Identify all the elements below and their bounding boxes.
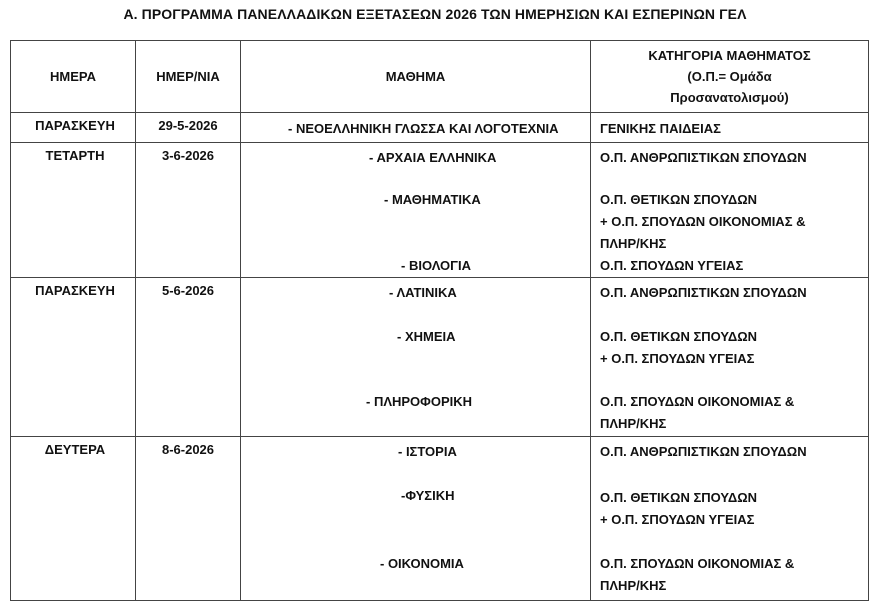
category-line: Ο.Π. ΣΠΟΥΔΩΝ ΟΙΚΟΝΟΜΙΑΣ & [600,394,795,409]
subject-item: - ΑΡΧΑΙΑ ΕΛΛΗΝΙΚΑ [369,150,497,165]
category-line: ΠΛΗΡ/ΚΗΣ [600,578,667,593]
subject-item: - ΜΑΘΗΜΑΤΙΚΑ [384,192,481,207]
category-cell [591,278,869,437]
subject-item: - ΠΛΗΡΟΦΟΡΙΚΗ [366,394,473,409]
category-cell [591,143,869,278]
category-line: ΠΛΗΡ/ΚΗΣ [600,416,667,431]
day-cell: ΔΕΥΤΕΡΑ [11,437,136,601]
subject-item: - ΛΑΤΙΝΙΚΑ [389,285,457,300]
subject-item: - ΟΙΚΟΝΟΜΙΑ [380,556,464,571]
day-cell: ΠΑΡΑΣΚΕΥΗ [11,113,136,143]
header-category [591,41,869,113]
category-cell [591,437,869,601]
category-line: Ο.Π. ΘΕΤΙΚΩΝ ΣΠΟΥΔΩΝ [600,490,758,505]
category-cell [591,113,869,143]
category-line: ΓΕΝΙΚΗΣ ΠΑΙΔΕΙΑΣ [600,121,721,136]
header-category-line: ΚΑΤΗΓΟΡΙΑ ΜΑΘΗΜΑΤΟΣ [648,48,811,63]
subject-item: - ΧΗΜΕΙΑ [397,329,456,344]
category-line: Ο.Π. ΑΝΘΡΩΠΙΣΤΙΚΩΝ ΣΠΟΥΔΩΝ [600,150,807,165]
category-line: Ο.Π. ΑΝΘΡΩΠΙΣΤΙΚΩΝ ΣΠΟΥΔΩΝ [600,444,807,459]
header-day: ΗΜΕΡΑ [11,41,136,113]
subject-cell [241,113,591,143]
table-row [11,278,869,437]
header-category-line: (Ο.Π.= Ομάδα [687,69,772,84]
table-header-row [11,41,869,113]
date-cell: 5-6-2026 [136,278,241,437]
header-subject: ΜΑΘΗΜΑ [241,41,591,113]
subject-item: - ΝΕΟΕΛΛΗΝΙΚΗ ΓΛΩΣΣΑ ΚΑΙ ΛΟΓΟΤΕΧΝΙΑ [288,121,559,136]
subject-item: - ΙΣΤΟΡΙΑ [398,444,457,459]
category-line: Ο.Π. ΘΕΤΙΚΩΝ ΣΠΟΥΔΩΝ [600,192,758,207]
subject-cell [241,278,591,437]
header-category-line: Προσανατολισμού) [670,90,789,105]
table-row [11,113,869,143]
header-date: ΗΜΕΡ/ΝΙΑ [136,41,241,113]
table-row [11,143,869,278]
table-row [11,437,869,601]
date-cell: 29-5-2026 [136,113,241,143]
subject-item: - ΒΙΟΛΟΓΙΑ [401,258,471,273]
date-cell: 8-6-2026 [136,437,241,601]
date-cell: 3-6-2026 [136,143,241,278]
document-title: Α. ΠΡΟΓΡΑΜΜΑ ΠΑΝΕΛΛΑΔΙΚΩΝ ΕΞΕΤΑΣΕΩΝ 2026 ΤΩΝ ΗΜΕΡΗΣΙΩΝ ΚΑΙ ΕΣΠΕΡΙΝΩΝ ΓΕΛ [123,6,747,22]
category-line: + Ο.Π. ΣΠΟΥΔΩΝ ΥΓΕΙΑΣ [600,351,755,366]
day-cell: ΠΑΡΑΣΚΕΥΗ [11,278,136,437]
category-line: + Ο.Π. ΣΠΟΥΔΩΝ ΥΓΕΙΑΣ [600,512,755,527]
category-line: Ο.Π. ΣΠΟΥΔΩΝ ΟΙΚΟΝΟΜΙΑΣ & [600,556,795,571]
subject-item: -ΦΥΣΙΚΗ [401,488,455,503]
category-line: + Ο.Π. ΣΠΟΥΔΩΝ ΟΙΚΟΝΟΜΙΑΣ & [600,214,806,229]
subject-cell [241,437,591,601]
category-line: Ο.Π. ΑΝΘΡΩΠΙΣΤΙΚΩΝ ΣΠΟΥΔΩΝ [600,285,807,300]
exam-schedule-table [10,40,869,601]
category-line: ΠΛΗΡ/ΚΗΣ [600,236,667,251]
category-line: Ο.Π. ΣΠΟΥΔΩΝ ΥΓΕΙΑΣ [600,258,744,273]
category-line: Ο.Π. ΘΕΤΙΚΩΝ ΣΠΟΥΔΩΝ [600,329,758,344]
day-cell: ΤΕΤΑΡΤΗ [11,143,136,278]
subject-cell [241,143,591,278]
